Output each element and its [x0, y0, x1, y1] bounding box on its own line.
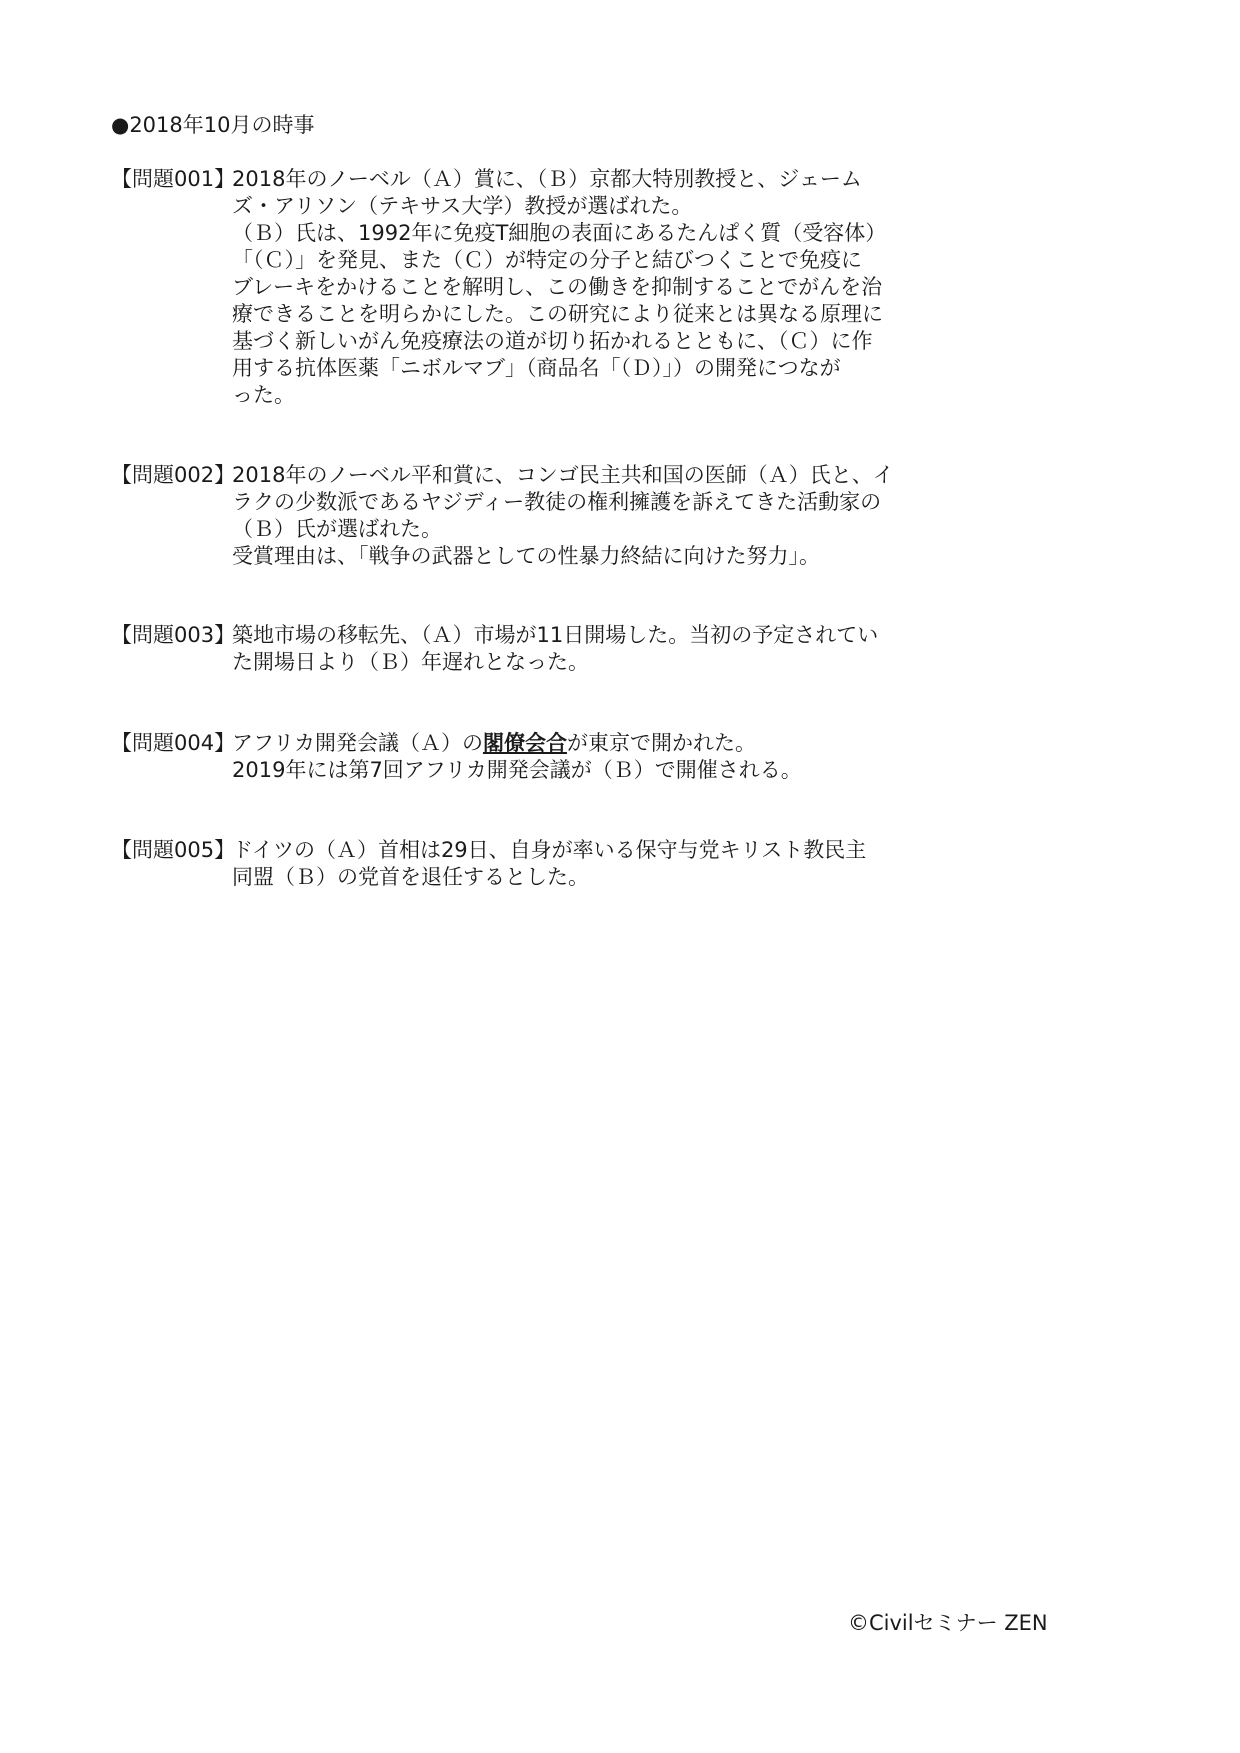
question-text: アフリカ開発会議（Ａ）の: [232, 731, 483, 755]
question-line: ブレーキをかけることを解明し、この働きを抑制することでがんを治: [232, 275, 883, 299]
question-body: [232, 730, 992, 784]
question-line: た開場日より（Ｂ）年遅れとなった。: [232, 650, 589, 674]
question-label: 【問題002】: [111, 463, 236, 487]
question-label: 【問題005】: [111, 838, 236, 862]
question-body: [232, 166, 992, 409]
question-body: [232, 837, 992, 891]
question-line: ズ・アリソン（テキサス大学）教授が選ばれた。: [232, 194, 693, 218]
page-heading: ●2018年10月の時事: [111, 113, 315, 137]
emphasized-term: 閣僚会合: [482, 731, 567, 755]
question-line: 「（Ｃ）」を発見、また（Ｃ）が特定の分子と結びつくことで免疫に: [232, 248, 862, 272]
question-line: 2018年のノーベル平和賞に、コンゴ民主共和国の医師（Ａ）氏と、イ: [232, 463, 894, 487]
question-line: （Ｂ）氏は、1992年に免疫T細胞の表面にあるたんぱく質（受容体）: [232, 221, 887, 245]
question-line: ドイツの（Ａ）首相は29日、自身が率いる保守与党キリスト教民主: [232, 838, 867, 862]
question-label: 【問題004】: [111, 731, 236, 755]
question-line: 2018年のノーベル（Ａ）賞に、（Ｂ）京都大特別教授と、ジェーム: [232, 167, 862, 191]
question-line: った。: [232, 383, 295, 407]
question-line: 基づく新しいがん免疫療法の道が切り拓かれるとともに、（Ｃ）に作: [232, 329, 873, 353]
question-label: 【問題001】: [111, 167, 236, 191]
question-body: [232, 622, 992, 676]
question-label: 【問題003】: [111, 623, 236, 647]
question-body: [232, 462, 992, 570]
question-line: [232, 730, 992, 757]
question-line: 療できることを明らかにした。この研究により従来とは異なる原理に: [232, 302, 883, 326]
question-line: 受賞理由は、「戦争の武器としての性暴力終結に向けた努力」。: [232, 544, 820, 568]
question-line: （Ｂ）氏が選ばれた。: [232, 517, 442, 541]
copyright-notice: ©Civilセミナー ZEN: [848, 1611, 1048, 1635]
question-text: が東京で開かれた。: [566, 731, 756, 755]
question-line: 用する抗体医薬「ニボルマブ」（商品名「（Ｄ）」）の開発につなが: [232, 356, 841, 380]
question-line: 2019年には第7回アフリカ開発会議が（Ｂ）で開催される。: [232, 758, 802, 782]
question-line: ラクの少数派であるヤジディー教徒の権利擁護を訴えてきた活動家の: [232, 490, 882, 514]
question-line: 築地市場の移転先、（Ａ）市場が11日開場した。当初の予定されてい: [232, 623, 879, 647]
question-line: 同盟（Ｂ）の党首を退任するとした。: [232, 865, 589, 889]
